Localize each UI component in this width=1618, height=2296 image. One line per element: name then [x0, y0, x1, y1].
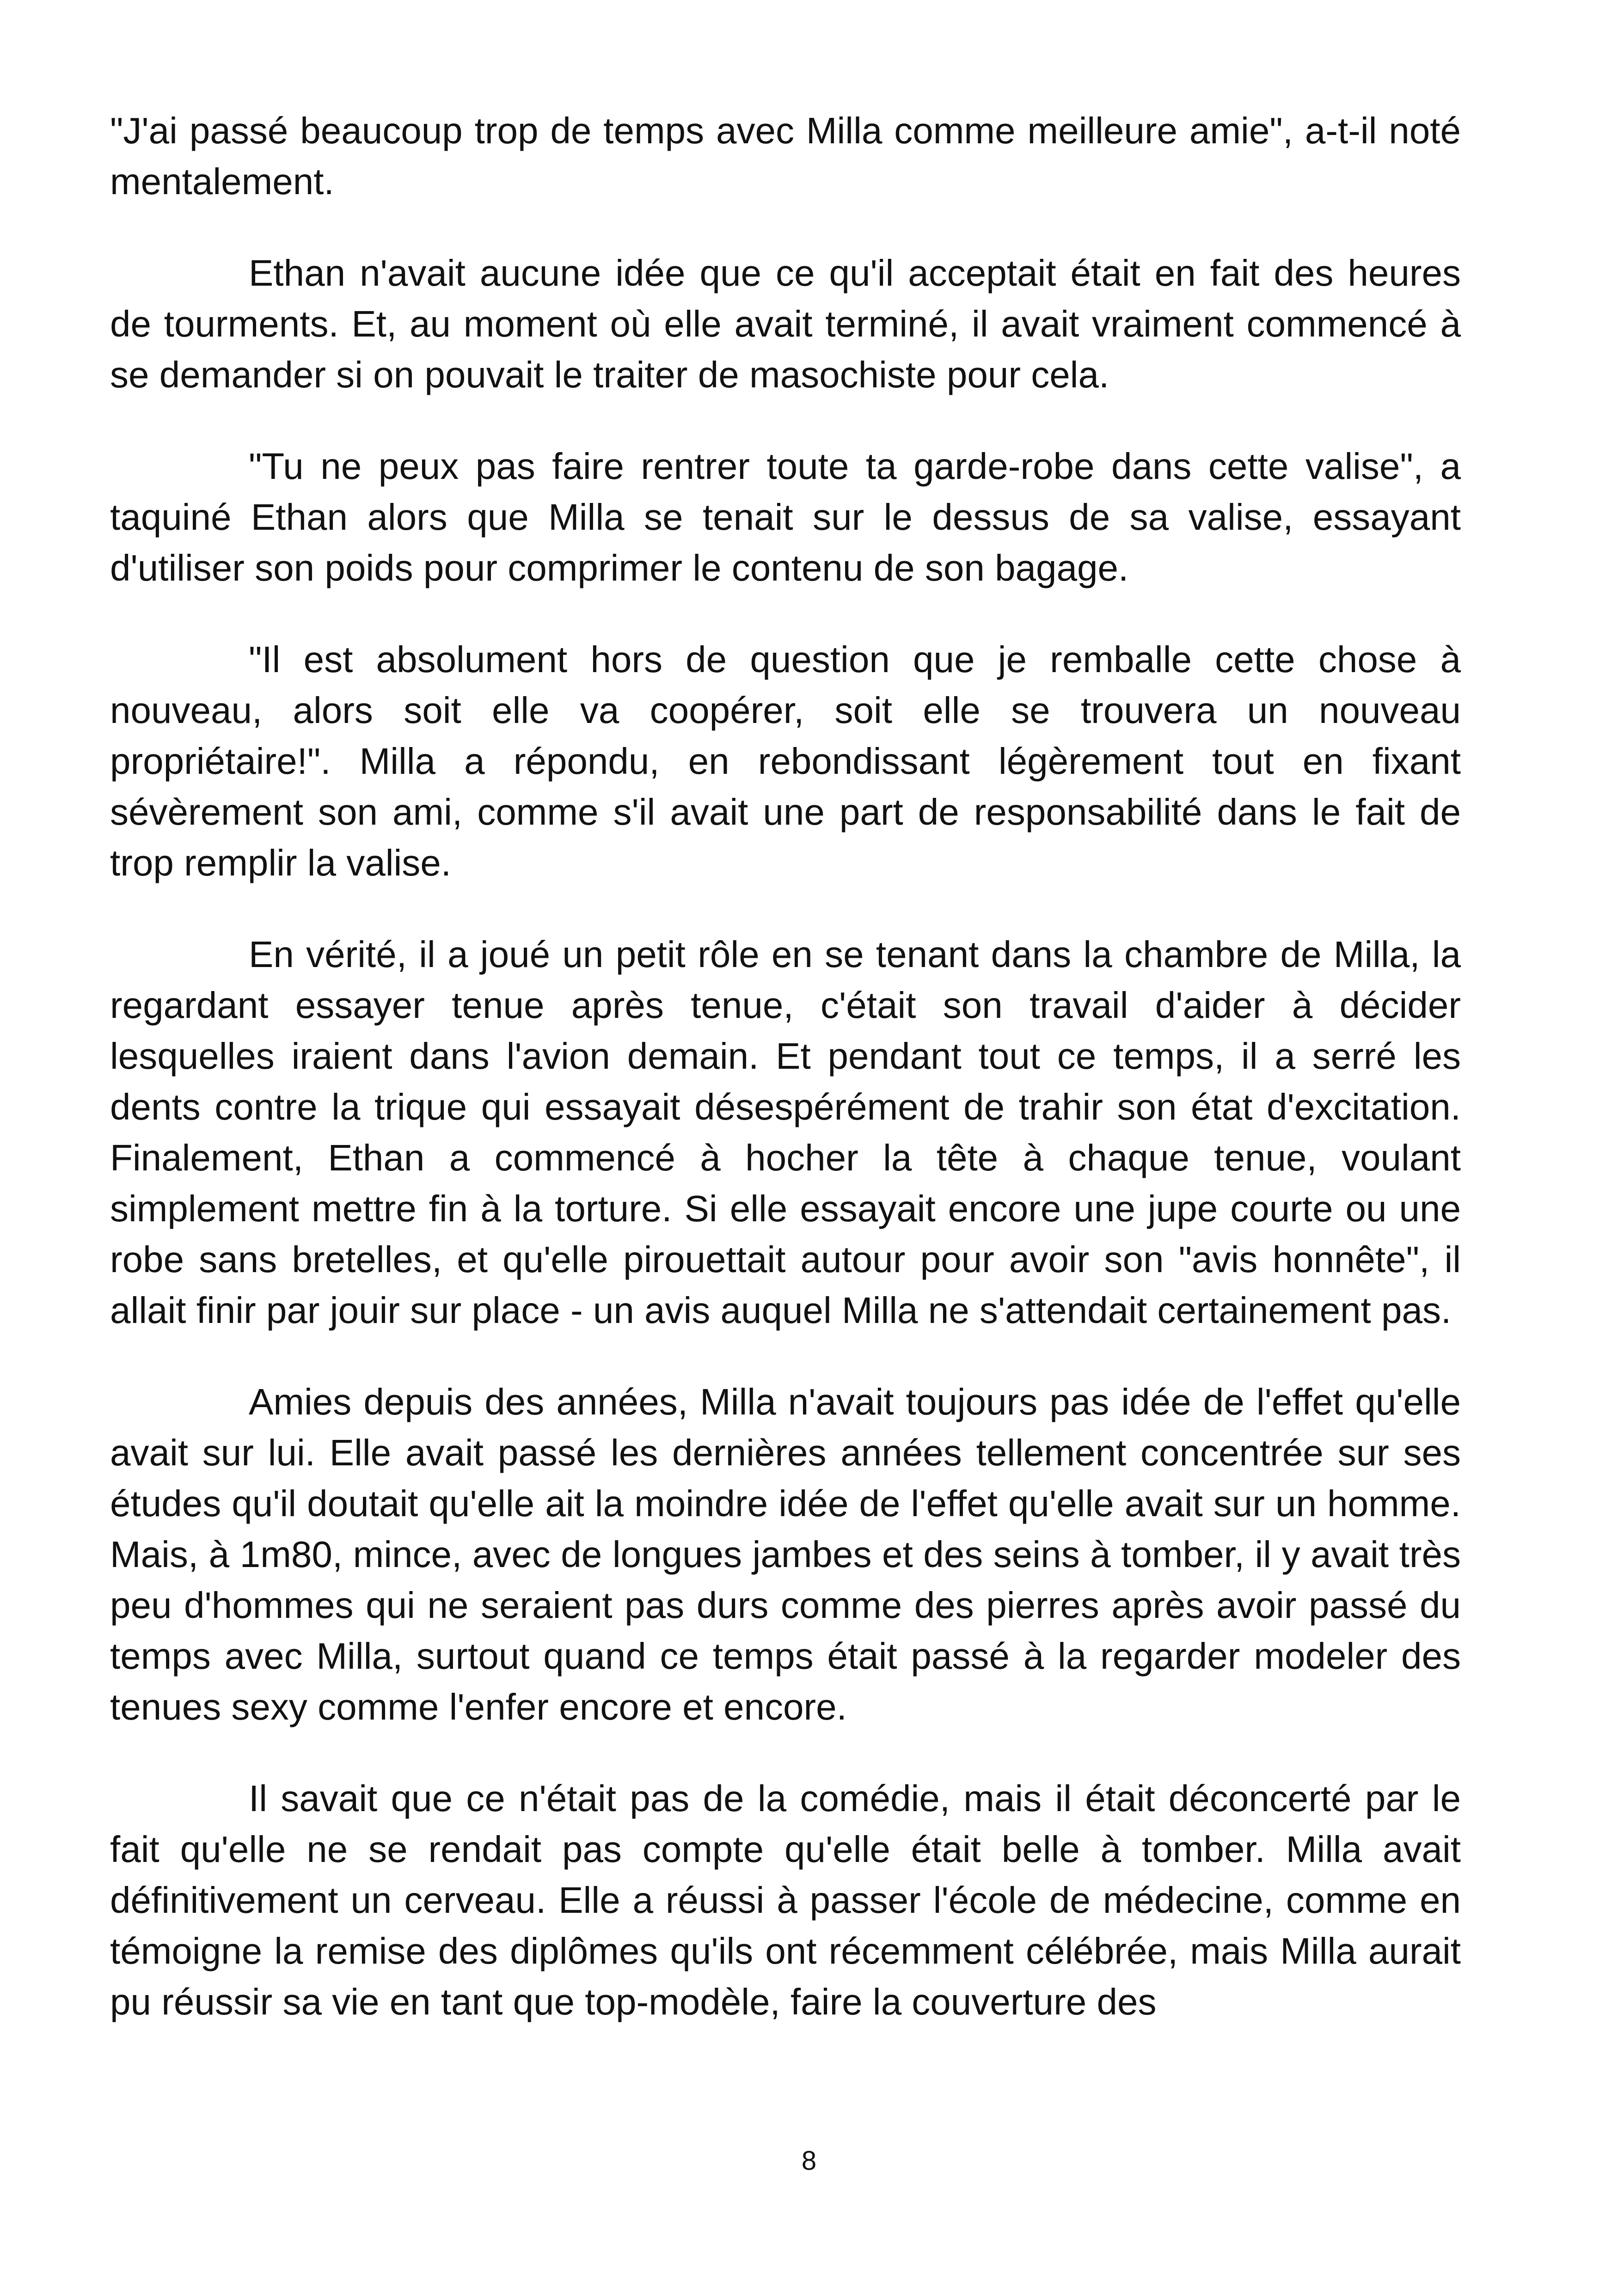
paragraph: Amies depuis des années, Milla n'avait toujours pas idée de l'effet qu'elle avait sur lui. Elle avait passé les dernières années tellement concentrée sur ses études qu'il doutait qu'elle ait la moindre idée de l'effet qu'elle avait sur un homme. Mais, à 1m80, mince, avec de longues jambes et des seins à tomber, il y avait très peu d'hommes qui ne seraient pas durs comme des pierres après avoir passé du temps avec Milla, surtout quand ce temps était passé à la regarder modeler des tenues sexy comme l'enfer encore et encore.	[110, 1381, 1461, 1727]
paragraph: "Il est absolument hors de question que je remballe cette chose à nouveau, alors soit elle va coopérer, soit elle se trouvera un nouveau propriétaire!". Milla a répondu, en rebondissant légèrement tout en fixant sévèrement son ami, comme s'il avait une part de responsabilité dans le fait de trop remplir la valise.	[110, 639, 1461, 883]
paragraph: "J'ai passé beaucoup trop de temps avec Milla comme meilleure amie", a-t-il noté mentalement.	[110, 110, 1461, 202]
page-number: 8	[801, 2146, 817, 2176]
paragraph: En vérité, il a joué un petit rôle en se tenant dans la chambre de Milla, la regardant essayer tenue après tenue, c'était son travail d'aider à décider lesquelles iraient dans l'avion demain. Et pendant tout ce temps, il a serré les dents contre la trique qui essayait désespérément de trahir son état d'excitation. Finalement, Ethan a commencé à hocher la tête à chaque tenue, voulant simplement mettre fin à la torture. Si elle essayait encore une jupe courte ou une robe sans bretelles, et qu'elle pirouettait autour pour avoir son "avis honnête", il allait finir par jouir sur place - un avis auquel Milla ne s'attendait certainement pas.	[110, 934, 1461, 1331]
body-text	[110, 105, 1461, 2027]
paragraph: Ethan n'avait aucune idée que ce qu'il acceptait était en fait des heures de tourments. Et, au moment où elle avait terminé, il avait vraiment commencé à se demander si on pouvait le traiter de masochiste pour cela.	[110, 252, 1461, 395]
paragraph: "Tu ne peux pas faire rentrer toute ta garde-robe dans cette valise", a taquiné Ethan alors que Milla se tenait sur le dessus de sa valise, essayant d'utiliser son poids pour comprimer le contenu de son bagage.	[110, 446, 1461, 588]
paragraph: Il savait que ce n'était pas de la comédie, mais il était déconcerté par le fait qu'elle ne se rendait pas compte qu'elle était belle à tomber. Milla avait définitivement un cerveau. Elle a réussi à passer l'école de médecine, comme en témoigne la remise des diplômes qu'ils ont récemment célébrée, mais Milla aurait pu réussir sa vie en tant que top-modèle, faire la couverture des	[110, 1778, 1461, 2022]
